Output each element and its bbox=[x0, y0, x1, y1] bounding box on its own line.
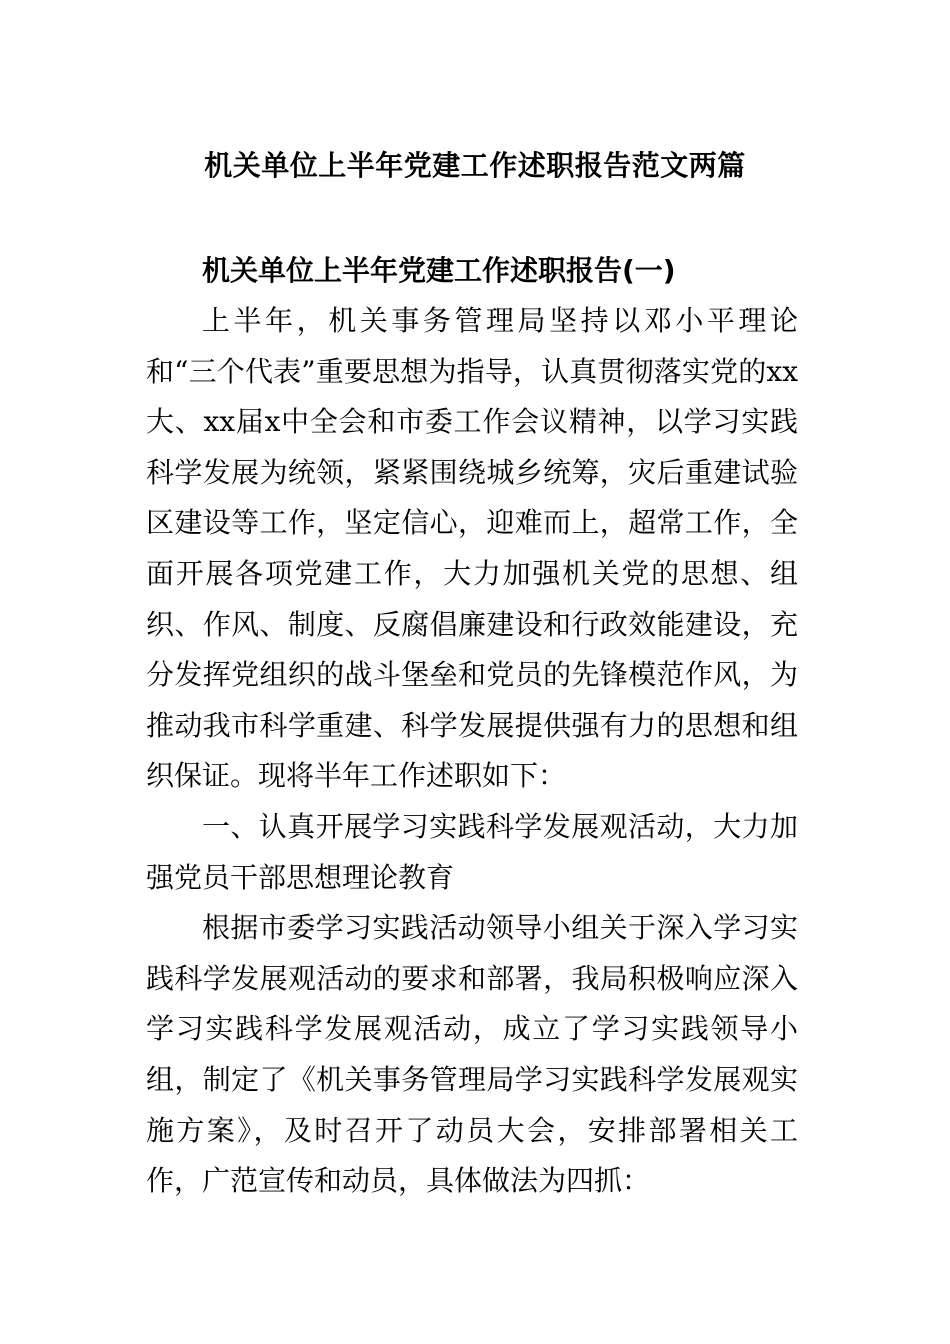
paragraph-intro: 上半年，机关事务管理局坚持以邓小平理论和“三个代表”重要思想为指导，认真贯彻落实党的xx大、xx届x中全会和市委工作会议精神，以学习实践科学发展为统领，紧紧围绕城乡统筹，灾后重建试验区建设等工作，坚定信心，迎难而上，超常工作，全面开展各项党建工作，大力加强机关党的思想、组织、作风、制度、反腐倡廉建设和行政效能建设，充分发挥党组织的战斗堡垒和党员的先锋模范作风，为推动我市科学重建、科学发展提供强有力的思想和组织保证。现将半年工作述职如下： bbox=[146, 304, 798, 793]
document-title: 机关单位上半年党建工作述职报告范文两篇 bbox=[204, 149, 746, 182]
paragraph-heading-one: 一、认真开展学习实践科学发展观活动，大力加强党员干部思想理论教育 bbox=[146, 809, 798, 894]
section-heading: 机关单位上半年党建工作述职报告(一) bbox=[202, 254, 676, 287]
document-body bbox=[146, 246, 798, 1207]
paragraph-study-practice: 根据市委学习实践活动领导小组关于深入学习实践科学发展观活动的要求和部署，我局积极响应深入学习实践科学发展观活动，成立了学习实践领导小组，制定了《机关事务管理局学习实践科学发展观实施方案》，及时召开了动员大会，安排部署相关工作，广范宣传和动员，具体做法为四抓： bbox=[146, 911, 798, 1198]
